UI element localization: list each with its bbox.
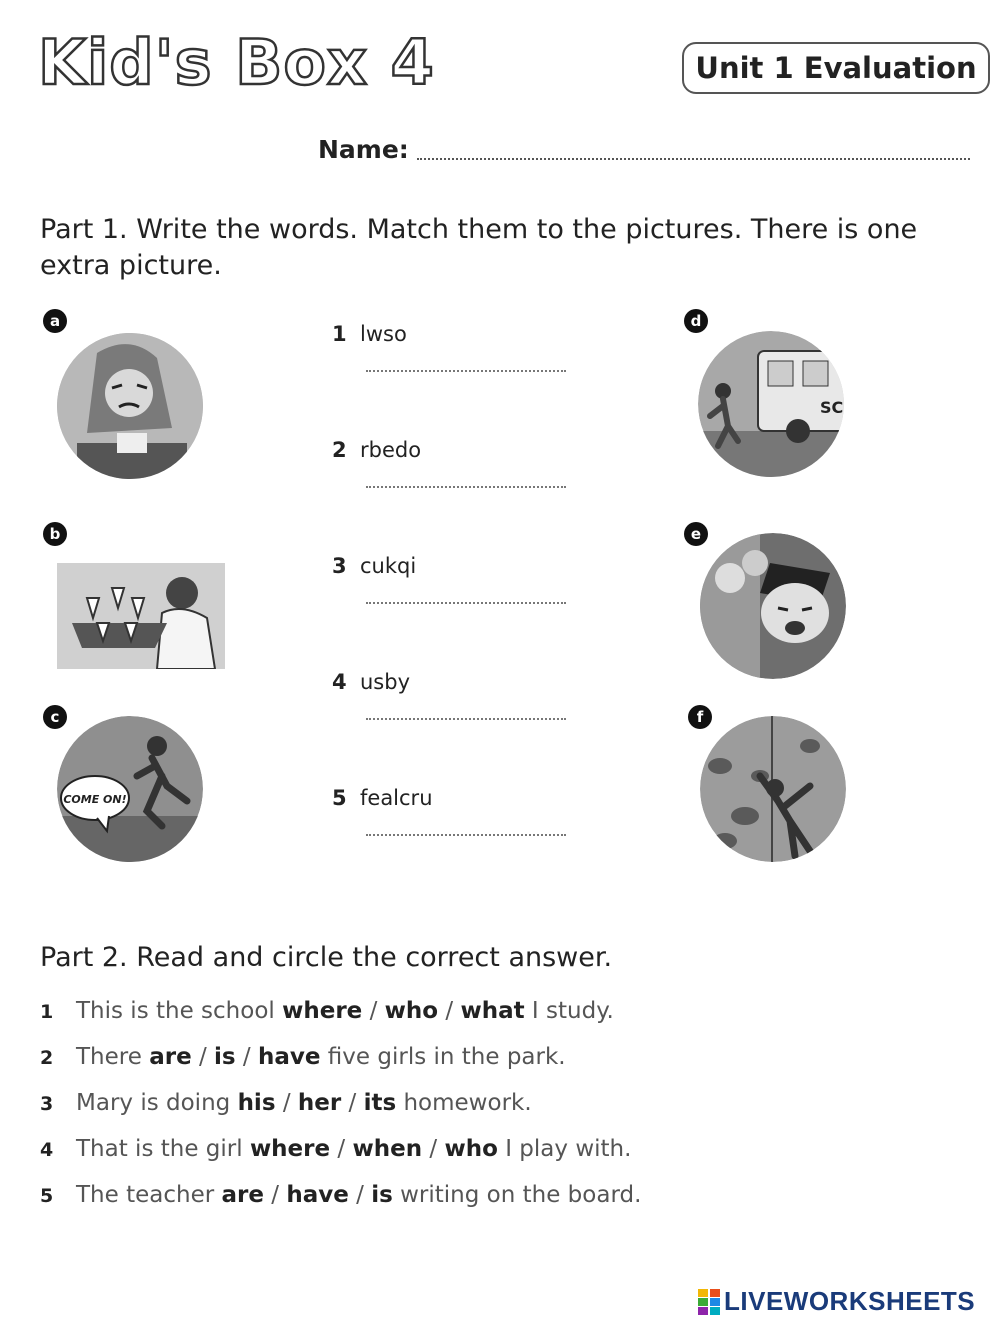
option-3[interactable]: its [363,1090,397,1116]
word-item [332,670,592,720]
option-2[interactable]: have [286,1182,349,1208]
question-text: I study. [524,998,614,1024]
scrambled-word: usby [360,670,411,694]
question-number: 2 [40,1047,54,1069]
word-item [332,786,592,836]
separator: / [191,1044,215,1070]
liveworksheets-logo[interactable] [698,1286,975,1317]
answer-line[interactable] [366,832,566,836]
option-3[interactable]: have [258,1044,321,1070]
word-item [332,554,592,604]
name-input-line[interactable] [417,152,970,160]
picture-d-letter: d [684,309,708,333]
separator: / [275,1090,298,1116]
question-row [40,1044,566,1070]
separator: / [422,1136,445,1162]
word-number: 3 [332,554,347,578]
answer-line[interactable] [366,368,566,372]
separator: / [235,1044,258,1070]
scrambled-word: cukqi [360,554,417,578]
question-text: This is the school [76,998,283,1024]
option-2[interactable]: is [214,1044,236,1070]
bored-yawning-boy-icon[interactable] [700,533,846,679]
option-2[interactable]: who [384,998,439,1024]
bus-sign-text: SC [820,398,844,417]
question-number: 1 [40,1001,54,1023]
runner-come-on-icon[interactable] [57,716,203,862]
question-text: writing on the board. [392,1182,642,1208]
question-row [40,998,614,1024]
option-2[interactable]: when [352,1136,423,1162]
word-item [332,438,592,488]
word-number: 1 [332,322,347,346]
question-number: 5 [40,1185,54,1207]
scrambled-word: fealcru [360,786,433,810]
option-1[interactable]: where [282,998,363,1024]
part2-instruction: Part 2. Read and circle the correct answer. [40,942,613,973]
separator: / [348,1182,372,1208]
picture-c-letter: c [43,705,67,729]
unit-badge: Unit 1 Evaluation [682,42,990,94]
word-number: 2 [332,438,347,462]
option-1[interactable]: are [149,1044,192,1070]
option-3[interactable]: what [460,998,525,1024]
question-row [40,1182,641,1208]
scrambled-word: lwso [360,322,407,346]
option-1[interactable]: his [237,1090,276,1116]
speech-bubble-text: COME ON! [63,793,127,806]
question-row [40,1090,532,1116]
picture-f-letter: f [688,705,712,729]
question-text: homework. [396,1090,532,1116]
logo-text: LIVEWORKSHEETS [724,1286,976,1316]
picture-e-letter: e [684,522,708,546]
option-1[interactable]: are [221,1182,264,1208]
separator: / [330,1136,353,1162]
worksheet-title: Kid's Box 4 [38,26,435,99]
answer-line[interactable] [366,484,566,488]
name-label: Name: [318,135,409,164]
word-item [332,322,592,372]
question-text: The teacher [76,1182,222,1208]
question-text: I play with. [497,1136,632,1162]
waiter-with-glasses-icon[interactable] [57,563,225,669]
option-1[interactable]: where [249,1136,331,1162]
option-3[interactable]: is [371,1182,393,1208]
question-text: Mary is doing [76,1090,238,1116]
question-number: 4 [40,1139,54,1161]
word-number: 4 [332,670,347,694]
picture-b-letter: b [43,522,67,546]
answer-line[interactable] [366,600,566,604]
scrambled-word: rbedo [360,438,422,462]
word-number: 5 [332,786,347,810]
separator: / [438,998,461,1024]
rock-climber-icon[interactable] [700,716,846,862]
question-text: There [76,1044,150,1070]
question-text: That is the girl [76,1136,250,1162]
separator: / [362,998,385,1024]
worried-student-icon[interactable] [57,333,203,479]
separator: / [341,1090,364,1116]
answer-line[interactable] [366,716,566,720]
question-number: 3 [40,1093,54,1115]
separator: / [263,1182,287,1208]
name-row [318,134,970,164]
part1-instruction: Part 1. Write the words. Match them to the pictures. There is one extra picture. [40,214,918,281]
question-row [40,1136,631,1162]
option-3[interactable]: who [444,1136,498,1162]
option-2[interactable]: her [297,1090,342,1116]
children-running-to-bus-icon[interactable] [698,331,844,477]
question-text: five girls in the park. [320,1044,566,1070]
liveworksheets-icon [698,1289,720,1315]
picture-a-letter: a [43,309,67,333]
